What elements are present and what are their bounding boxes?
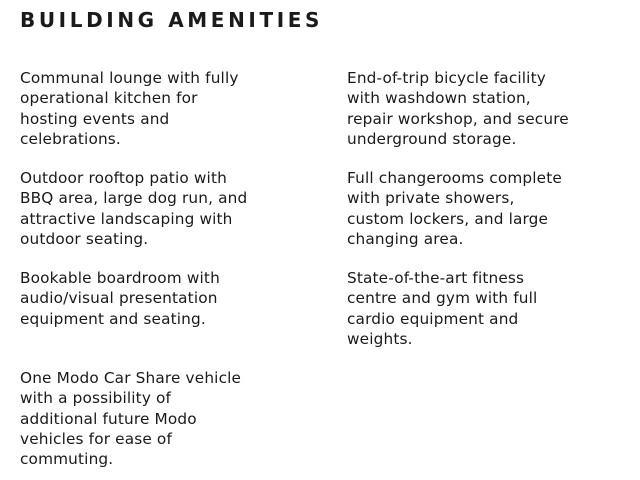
amenity-line: with private showers,: [347, 189, 515, 208]
amenity-line: State-of-the-art fitness: [347, 269, 525, 287]
amenity-line: Communal lounge with fully: [20, 69, 239, 87]
amenity-line: equipment and seating.: [20, 309, 206, 328]
amenity-line: weights.: [347, 329, 413, 348]
amenity-line: with a possibility of: [20, 389, 172, 408]
amenity-line: underground storage.: [347, 129, 517, 148]
amenity-line: audio/visual presentation: [20, 289, 218, 308]
amenity-line: centre and gym with full: [347, 289, 538, 308]
amenity-line: cardio equipment and: [347, 309, 519, 328]
amenity-line: hosting events and: [20, 109, 170, 128]
amenity-line: Full changerooms complete: [347, 169, 562, 187]
amenity-line: vehicles for ease of: [20, 429, 172, 448]
amenity-fitness-centre: [347, 268, 537, 349]
amenity-communal-lounge: [20, 68, 239, 149]
amenity-line: BBQ area, large dog run, and: [20, 189, 248, 208]
page-title: BUILDING AMENITIES: [20, 8, 324, 32]
amenity-line: repair workshop, and secure: [347, 109, 569, 128]
amenity-line: celebrations.: [20, 129, 121, 148]
amenity-line: Bookable boardroom with: [20, 269, 220, 287]
amenity-line: attractive landscaping with: [20, 209, 233, 228]
amenity-line: One Modo Car Share vehicle: [20, 369, 242, 387]
amenity-bicycle-facility: [347, 68, 569, 149]
amenity-line: outdoor seating.: [20, 229, 149, 248]
amenity-line: operational kitchen for: [20, 89, 198, 108]
amenity-car-share: [20, 368, 241, 469]
amenity-line: End-of-trip bicycle facility: [347, 69, 546, 87]
amenity-line: changing area.: [347, 229, 464, 248]
amenity-line: additional future Modo: [20, 409, 197, 428]
amenity-changerooms: [347, 168, 562, 249]
amenity-rooftop-patio: [20, 168, 247, 249]
amenity-line: Outdoor rooftop patio with: [20, 169, 227, 187]
amenity-line: commuting.: [20, 450, 114, 469]
amenity-line: custom lockers, and large: [347, 209, 549, 228]
amenity-boardroom: [20, 268, 220, 329]
amenity-line: with washdown station,: [347, 89, 531, 108]
